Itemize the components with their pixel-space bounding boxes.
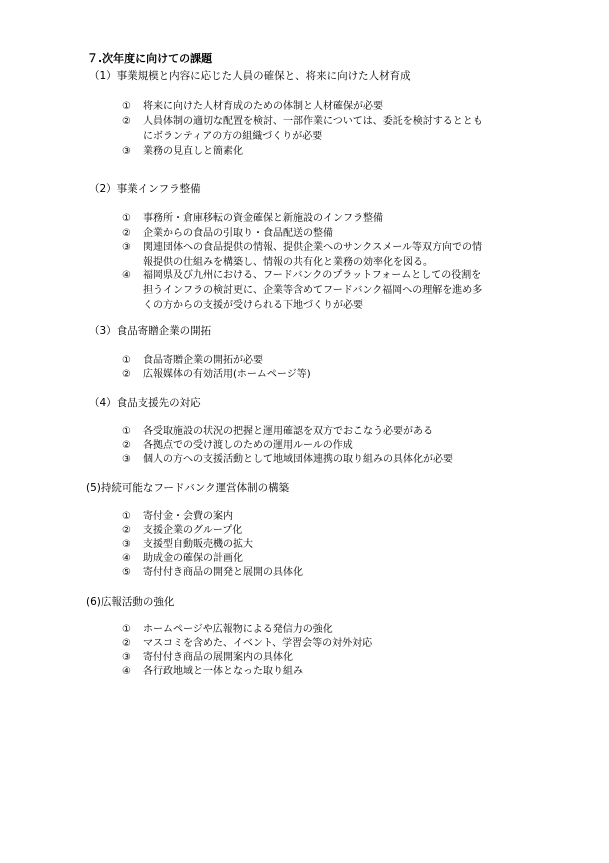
item-number: ③ <box>122 539 131 550</box>
item-number: ④ <box>122 270 131 281</box>
section-heading-6: (6)広報活動の強化 <box>86 596 175 608</box>
item-text: 各行政地域と一体となった取り組み <box>143 666 303 677</box>
item-text: 企業からの食品の引取り・食品配送の整備 <box>143 228 333 239</box>
item-text: 寄付付き商品の展開案内の具体化 <box>143 652 293 663</box>
item-text: 各受取施設の状況の把握と運用確認を双方でおこなう必要がある <box>143 426 433 437</box>
item-text: くの方からの支援が受けられる下地づくりが必要 <box>143 300 363 311</box>
item-number: ① <box>122 355 131 366</box>
section-heading-5: (5)持続可能なフードバンク運営体制の構築 <box>86 482 290 494</box>
item-number: ① <box>122 624 131 635</box>
item-text: ホームページや広報物による発信力の強化 <box>143 624 333 635</box>
section-heading-3: （3）食品寄贈企業の開拓 <box>89 325 212 337</box>
item-text: 担うインフラの検討更に、企業等含めてフードバンク福岡への理解を進め多 <box>143 285 483 296</box>
item-text: 福岡県及び九州における、フードバンクのプラットフォームとしての役割を <box>143 270 482 281</box>
item-text: 業務の見直しと簡素化 <box>143 146 243 157</box>
item-number: ③ <box>122 242 131 253</box>
item-text: にボランティアの方の組織づくりが必要 <box>143 131 323 142</box>
section-heading-4: （4）食品支援先の対応 <box>89 397 201 409</box>
item-text: 支援型自動販売機の拡大 <box>143 539 253 550</box>
item-text: 将来に向けた人材育成のための体制と人材確保が必要 <box>143 101 383 112</box>
item-number: ⑤ <box>122 567 131 578</box>
item-number: ① <box>122 101 131 112</box>
item-number: ② <box>122 638 131 649</box>
item-text: 寄付金・会費の案内 <box>143 511 233 522</box>
item-number: ① <box>122 511 131 522</box>
item-text: 関連団体への食品提供の情報、提供企業へのサンクスメール等双方向での情 <box>143 242 482 253</box>
item-number: ② <box>122 525 131 536</box>
section-heading-2: （2）事業インフラ整備 <box>89 183 201 195</box>
item-number: ④ <box>122 666 131 677</box>
section-heading-1: （1）事業規模と内容に応じた人員の確保と、将来に向けた人材育成 <box>89 70 411 82</box>
item-text: 食品寄贈企業の開拓が必要 <box>143 355 263 366</box>
item-text: 助成金の確保の計画化 <box>143 553 243 564</box>
item-number: ① <box>122 426 131 437</box>
item-number: ② <box>122 440 131 451</box>
item-number: ③ <box>122 652 131 663</box>
item-text: 寄付付き商品の開発と展開の具体化 <box>143 567 303 578</box>
document-title: ７.次年度に向けての課題 <box>87 52 213 65</box>
item-number: ③ <box>122 454 131 465</box>
item-text: 支援企業のグループ化 <box>143 525 243 536</box>
item-number: ② <box>122 369 131 380</box>
item-text: 各拠点での受け渡しのための運用ルールの作成 <box>143 440 353 451</box>
item-number: ③ <box>122 146 131 157</box>
item-text: 人員体制の適切な配置を検討、一部作業については、委託を検討するととも <box>143 116 483 127</box>
item-text: 広報媒体の有効活用(ホームページ等) <box>143 369 311 380</box>
item-number: ② <box>122 116 131 127</box>
item-number: ② <box>122 228 131 239</box>
item-number: ① <box>122 213 131 224</box>
item-text: 報提供の仕組みを構築し、情報の共有化と業務の効率化を図る。 <box>143 257 433 268</box>
item-number: ④ <box>122 553 131 564</box>
item-text: マスコミを含めた、イベント、学習会等の対外対応 <box>143 638 373 649</box>
item-text: 事務所・倉庫移転の資金確保と新施設のインフラ整備 <box>143 213 383 224</box>
item-text: 個人の方への支援活動として地域団体連携の取り組みの具体化が必要 <box>143 454 453 465</box>
